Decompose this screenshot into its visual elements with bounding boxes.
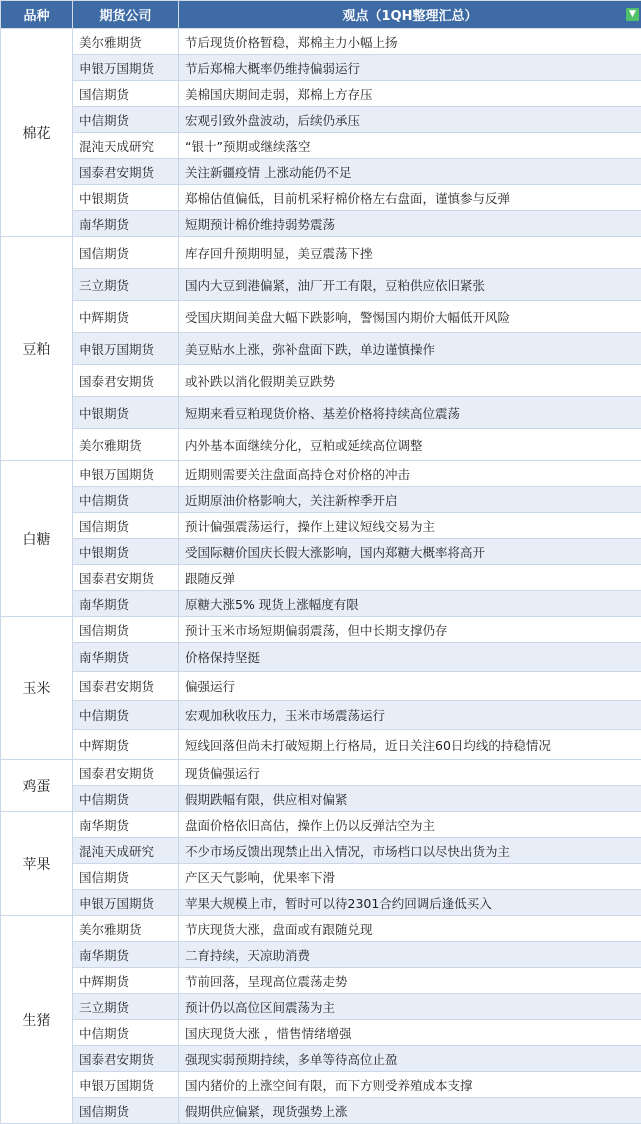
view-cell: 国内猪价的上涨空间有限，而下方则受养殖成本支撑 xyxy=(179,1072,641,1098)
table-row xyxy=(1,565,641,591)
view-cell: 价格保持坚挺 xyxy=(179,643,641,672)
company-cell: 申银万国期货 xyxy=(73,1072,179,1098)
table-row xyxy=(1,968,641,994)
table-row xyxy=(1,942,641,968)
table-row xyxy=(1,701,641,730)
company-cell: 国泰君安期货 xyxy=(73,159,179,185)
table-row xyxy=(1,397,641,429)
table-row xyxy=(1,643,641,672)
company-cell: 申银万国期货 xyxy=(73,55,179,81)
view-cell: 预计仍以高位区间震荡为主 xyxy=(179,994,641,1020)
table-row xyxy=(1,1098,641,1124)
company-cell: 国泰君安期货 xyxy=(73,760,179,786)
table-row xyxy=(1,513,641,539)
company-cell: 三立期货 xyxy=(73,994,179,1020)
table-row xyxy=(1,81,641,107)
company-cell: 美尔雅期货 xyxy=(73,29,179,55)
table-row xyxy=(1,617,641,643)
view-cell: 节庆现货大涨，盘面或有跟随兑现 xyxy=(179,916,641,942)
company-cell: 申银万国期货 xyxy=(73,461,179,487)
table-row xyxy=(1,159,641,185)
company-cell: 国泰君安期货 xyxy=(73,1046,179,1072)
company-cell: 国泰君安期货 xyxy=(73,565,179,591)
view-cell: 美豆贴水上涨，弥补盘面下跌，单边谨慎操作 xyxy=(179,333,641,365)
company-cell: 美尔雅期货 xyxy=(73,429,179,461)
view-cell: 二育持续，天凉助消费 xyxy=(179,942,641,968)
table-row xyxy=(1,333,641,365)
view-cell: 预计偏强震荡运行，操作上建议短线交易为主 xyxy=(179,513,641,539)
company-cell: 中信期货 xyxy=(73,701,179,730)
table-row xyxy=(1,29,641,55)
category-cell: 苹果 xyxy=(1,812,73,916)
view-cell: “银十”预期或继续落空 xyxy=(179,133,641,159)
company-cell: 南华期货 xyxy=(73,591,179,617)
company-cell: 中银期货 xyxy=(73,185,179,211)
table-row xyxy=(1,838,641,864)
view-cell: 郑棉估值偏低，目前机采籽棉价格左右盘面，谨慎参与反弹 xyxy=(179,185,641,211)
company-cell: 三立期货 xyxy=(73,269,179,301)
view-cell: 节前回落，呈现高位震荡走势 xyxy=(179,968,641,994)
table-row xyxy=(1,365,641,397)
company-cell: 美尔雅期货 xyxy=(73,916,179,942)
header-company: 期货公司 xyxy=(73,1,179,29)
view-cell: 短线回落但尚未打破短期上行格局，近日关注60日均线的持稳情况 xyxy=(179,730,641,760)
company-cell: 中银期货 xyxy=(73,539,179,565)
company-cell: 国信期货 xyxy=(73,513,179,539)
category-cell: 豆粕 xyxy=(1,237,73,461)
company-cell: 国泰君安期货 xyxy=(73,365,179,397)
table-row xyxy=(1,591,641,617)
category-cell: 棉花 xyxy=(1,29,73,237)
table-row xyxy=(1,786,641,812)
company-cell: 国信期货 xyxy=(73,1098,179,1124)
table-row xyxy=(1,890,641,916)
table-row xyxy=(1,1046,641,1072)
view-cell: 盘面价格依旧高估，操作上仍以反弹沽空为主 xyxy=(179,812,641,838)
table-row xyxy=(1,133,641,159)
view-cell: 库存回升预期明显，美豆震荡下挫 xyxy=(179,237,641,269)
table-row xyxy=(1,812,641,838)
table-row xyxy=(1,55,641,81)
table-row xyxy=(1,487,641,513)
view-cell: 短期预计棉价维持弱势震荡 xyxy=(179,211,641,237)
company-cell: 中信期货 xyxy=(73,1020,179,1046)
view-cell: 受国际糖价国庆长假大涨影响，国内郑糖大概率将高开 xyxy=(179,539,641,565)
view-cell: 近期原油价格影响大，关注新榨季开启 xyxy=(179,487,641,513)
company-cell: 国泰君安期货 xyxy=(73,672,179,701)
header-view[interactable] xyxy=(179,1,641,29)
company-cell: 南华期货 xyxy=(73,643,179,672)
table-row xyxy=(1,539,641,565)
view-cell: 近期则需要关注盘面高持仓对价格的冲击 xyxy=(179,461,641,487)
table-row xyxy=(1,730,641,760)
category-cell: 鸡蛋 xyxy=(1,760,73,812)
table-row xyxy=(1,864,641,890)
table-row xyxy=(1,1072,641,1098)
table-row xyxy=(1,237,641,269)
category-cell: 白糖 xyxy=(1,461,73,617)
view-cell: 或补跌以消化假期美豆跌势 xyxy=(179,365,641,397)
company-cell: 国信期货 xyxy=(73,81,179,107)
table-row xyxy=(1,916,641,942)
view-cell: 预计玉米市场短期偏弱震荡，但中长期支撑仍存 xyxy=(179,617,641,643)
table-row xyxy=(1,994,641,1020)
company-cell: 南华期货 xyxy=(73,211,179,237)
company-cell: 混沌天成研究 xyxy=(73,838,179,864)
table-row xyxy=(1,211,641,237)
company-cell: 中银期货 xyxy=(73,397,179,429)
filter-icon[interactable]: ▼ xyxy=(626,8,639,21)
view-cell: 受国庆期间美盘大幅下跌影响，警惕国内期价大幅低开风险 xyxy=(179,301,641,333)
view-cell: 宏观引致外盘波动，后续仍承压 xyxy=(179,107,641,133)
view-cell: 苹果大规模上市，暂时可以待2301合约回调后逢低买入 xyxy=(179,890,641,916)
table-row xyxy=(1,269,641,301)
company-cell: 申银万国期货 xyxy=(73,333,179,365)
company-cell: 混沌天成研究 xyxy=(73,133,179,159)
view-cell: 国庆现货大涨 ，惜售情绪增强 xyxy=(179,1020,641,1046)
header-view-label: 观点（1QH整理汇总） xyxy=(342,9,478,24)
view-cell: 现货偏强运行 xyxy=(179,760,641,786)
view-cell: 跟随反弹 xyxy=(179,565,641,591)
table-row xyxy=(1,672,641,701)
category-cell: 玉米 xyxy=(1,617,73,760)
table-body xyxy=(1,29,641,1124)
table-row xyxy=(1,185,641,211)
table-row xyxy=(1,301,641,333)
header-row xyxy=(1,1,641,29)
table-row xyxy=(1,1020,641,1046)
header-category: 品种 xyxy=(1,1,73,29)
company-cell: 南华期货 xyxy=(73,812,179,838)
view-cell: 节后现货价格暂稳，郑棉主力小幅上扬 xyxy=(179,29,641,55)
view-cell: 不少市场反馈出现禁止出入情况，市场档口以尽快出货为主 xyxy=(179,838,641,864)
company-cell: 申银万国期货 xyxy=(73,890,179,916)
view-cell: 关注新疆疫情 上涨动能仍不足 xyxy=(179,159,641,185)
view-cell: 美棉国庆期间走弱，郑棉上方存压 xyxy=(179,81,641,107)
view-cell: 偏强运行 xyxy=(179,672,641,701)
company-cell: 国信期货 xyxy=(73,237,179,269)
view-cell: 假期跌幅有限，供应相对偏紧 xyxy=(179,786,641,812)
table-row xyxy=(1,429,641,461)
table-row xyxy=(1,107,641,133)
company-cell: 中辉期货 xyxy=(73,301,179,333)
company-cell: 中辉期货 xyxy=(73,730,179,760)
view-cell: 国内大豆到港偏紧，油厂开工有限，豆粕供应依旧紧张 xyxy=(179,269,641,301)
company-cell: 中信期货 xyxy=(73,107,179,133)
table-row xyxy=(1,461,641,487)
company-cell: 国信期货 xyxy=(73,617,179,643)
view-cell: 内外基本面继续分化，豆粕或延续高位调整 xyxy=(179,429,641,461)
view-cell: 宏观加秋收压力，玉米市场震荡运行 xyxy=(179,701,641,730)
table-row xyxy=(1,760,641,786)
company-cell: 中信期货 xyxy=(73,786,179,812)
company-cell: 南华期货 xyxy=(73,942,179,968)
view-cell: 假期供应偏紧，现货强势上涨 xyxy=(179,1098,641,1124)
category-cell: 生猪 xyxy=(1,916,73,1124)
company-cell: 国信期货 xyxy=(73,864,179,890)
view-cell: 原糖大涨5% 现货上涨幅度有限 xyxy=(179,591,641,617)
view-cell: 产区天气影响，优果率下滑 xyxy=(179,864,641,890)
view-cell: 短期来看豆粕现货价格、基差价格将持续高位震荡 xyxy=(179,397,641,429)
view-cell: 强现实弱预期持续，多单等待高位止盈 xyxy=(179,1046,641,1072)
company-cell: 中信期货 xyxy=(73,487,179,513)
view-cell: 节后郑棉大概率仍维持偏弱运行 xyxy=(179,55,641,81)
company-cell: 中辉期货 xyxy=(73,968,179,994)
